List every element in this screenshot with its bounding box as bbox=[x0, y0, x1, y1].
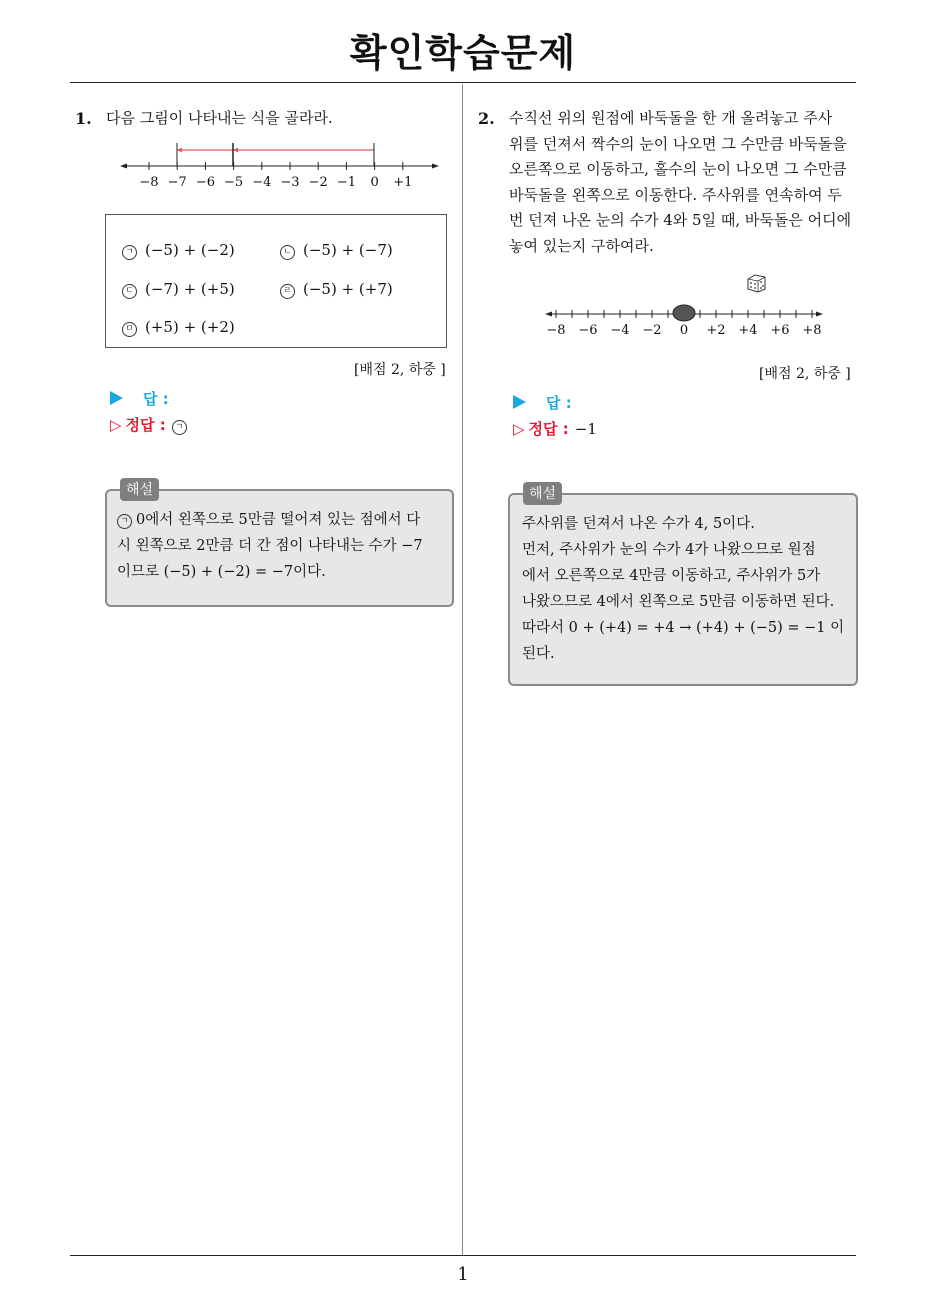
explanation-line: 에서 오른쪽으로 4만큼 이동하고, 주사위가 5가 bbox=[522, 568, 821, 584]
explanation-text bbox=[117, 507, 423, 585]
solution-label: 정답 : bbox=[528, 420, 569, 438]
answer-label: 답 : bbox=[546, 394, 572, 412]
question-1-number-line bbox=[115, 140, 445, 195]
tick-label: −8 bbox=[139, 175, 159, 190]
outline-play-arrow-icon: ▷ bbox=[513, 420, 525, 438]
explanation-line: 먼저, 주사위가 눈의 수가 4가 나왔으므로 원점 bbox=[522, 542, 816, 558]
go-stone-icon bbox=[673, 305, 695, 321]
question-line: 놓여 있는지 구하여라. bbox=[509, 236, 654, 255]
tick-label: +6 bbox=[770, 323, 790, 338]
explanation-line: 된다. bbox=[522, 646, 555, 662]
tick-label: −8 bbox=[546, 323, 566, 338]
question-2-answer-row[interactable] bbox=[513, 392, 572, 413]
play-arrow-icon bbox=[110, 391, 123, 405]
tick-label: +1 bbox=[393, 175, 413, 190]
choice-expression: (+5) + (+2) bbox=[145, 318, 235, 336]
solution-label: 정답 : bbox=[125, 416, 166, 434]
arrowhead-first bbox=[177, 148, 182, 153]
choice-3[interactable] bbox=[122, 280, 235, 299]
question-1-answer-row[interactable] bbox=[110, 388, 169, 409]
tick-label: 0 bbox=[370, 175, 379, 190]
tick-label: +4 bbox=[738, 323, 758, 338]
choice-marker: ㄴ bbox=[280, 245, 295, 260]
explanation-line: 이므로 (−5) + (−2) = −7이다. bbox=[117, 564, 326, 580]
tick-label: −3 bbox=[280, 175, 300, 190]
choice-marker: ㄹ bbox=[280, 284, 295, 299]
tick-label: 0 bbox=[679, 323, 689, 338]
choice-marker: ㅁ bbox=[122, 322, 137, 337]
page-title: 확인학습문제 bbox=[349, 31, 577, 75]
question-1-text: 다음 그림이 나타내는 식을 골라라. bbox=[106, 109, 333, 127]
play-arrow-icon bbox=[513, 395, 526, 409]
tick-label: +8 bbox=[802, 323, 822, 338]
answer-label: 답 : bbox=[143, 390, 169, 408]
axis-left-arrow bbox=[545, 312, 552, 317]
choice-2[interactable] bbox=[280, 241, 393, 260]
axis-left-arrow bbox=[120, 164, 127, 169]
explanation-marker: ㄱ bbox=[117, 514, 132, 529]
tick-label: −2 bbox=[642, 323, 662, 338]
tick-label: +2 bbox=[706, 323, 726, 338]
tick-label: −4 bbox=[252, 175, 272, 190]
question-2-text bbox=[509, 106, 859, 259]
question-line: 번 던져 나온 눈의 수가 4와 5일 때, 바둑돌은 어디에 bbox=[509, 211, 852, 229]
question-2-number: 2. bbox=[478, 109, 495, 128]
tick-label: −6 bbox=[578, 323, 598, 338]
question-2-number-line bbox=[540, 300, 830, 342]
question-2-explanation-box bbox=[508, 493, 858, 686]
axis-right-arrow bbox=[816, 312, 823, 317]
choice-marker: ㄱ bbox=[122, 245, 137, 260]
dice-icon bbox=[746, 273, 768, 293]
choice-expression: (−7) + (+5) bbox=[145, 280, 235, 298]
choice-4[interactable] bbox=[280, 280, 393, 299]
question-line: 오른쪽으로 이동하고, 홀수의 눈이 나오면 그 수만큼 bbox=[509, 160, 847, 178]
solution-value: ㄱ bbox=[172, 420, 187, 435]
solution-value: −1 bbox=[574, 420, 597, 438]
tick-label: −4 bbox=[610, 323, 630, 338]
tick-label: −6 bbox=[195, 175, 215, 190]
question-1-choices-box bbox=[105, 214, 447, 348]
header-rule bbox=[70, 82, 856, 83]
axis-right-arrow bbox=[432, 164, 439, 169]
question-line: 바둑돌을 왼쪽으로 이동한다. 주사위를 연속하여 두 bbox=[509, 185, 842, 204]
outline-play-arrow-icon: ▷ bbox=[110, 416, 122, 434]
choice-marker: ㄷ bbox=[122, 284, 137, 299]
tick-label: −1 bbox=[336, 175, 356, 190]
choice-expression: (−5) + (−7) bbox=[303, 241, 393, 259]
question-1-number: 1. bbox=[75, 109, 92, 128]
explanation-line: 주사위를 던져서 나온 수가 4, 5이다. bbox=[522, 516, 755, 532]
explanation-line: 따라서 0 + (+4) = +4 → (+4) + (−5) = −1 이 bbox=[522, 620, 845, 636]
question-line: 위를 던져서 짝수의 눈이 나오면 그 수만큼 바둑돌을 bbox=[509, 134, 847, 153]
tick-label: −7 bbox=[167, 175, 187, 190]
choice-expression: (−5) + (+7) bbox=[303, 280, 393, 298]
explanation-line: ㄱ 0에서 왼쪽으로 5만큼 떨어져 있는 점에서 다 bbox=[117, 507, 423, 533]
question-2-solution-row bbox=[513, 418, 597, 439]
question-1-explanation-box bbox=[105, 489, 454, 607]
question-line: 수직선 위의 원점에 바둑돌을 한 개 올려놓고 주사 bbox=[509, 109, 833, 127]
choice-expression: (−5) + (−2) bbox=[145, 241, 235, 259]
question-1-score-meta: [배점 2, 하중 ] bbox=[354, 362, 446, 378]
question-1-solution-row bbox=[110, 414, 195, 435]
question-2-score-meta: [배점 2, 하중 ] bbox=[759, 366, 851, 382]
explanation-line: 나왔으므로 4에서 왼쪽으로 5만큼 이동하면 된다. bbox=[522, 594, 835, 610]
choice-1[interactable] bbox=[122, 241, 235, 260]
tick-label: −5 bbox=[224, 175, 244, 190]
explanation-line: 시 왼쪽으로 2만큼 더 간 점이 나타내는 수가 −7 bbox=[117, 538, 423, 554]
explanation-tag: 해설 bbox=[120, 478, 159, 501]
footer-rule bbox=[70, 1255, 856, 1256]
tick-label: −2 bbox=[308, 175, 328, 190]
column-divider bbox=[462, 84, 463, 1256]
page-number: 1 bbox=[457, 1264, 469, 1285]
explanation-text bbox=[522, 511, 844, 667]
explanation-tag: 해설 bbox=[523, 482, 562, 505]
choice-5[interactable] bbox=[122, 318, 235, 337]
